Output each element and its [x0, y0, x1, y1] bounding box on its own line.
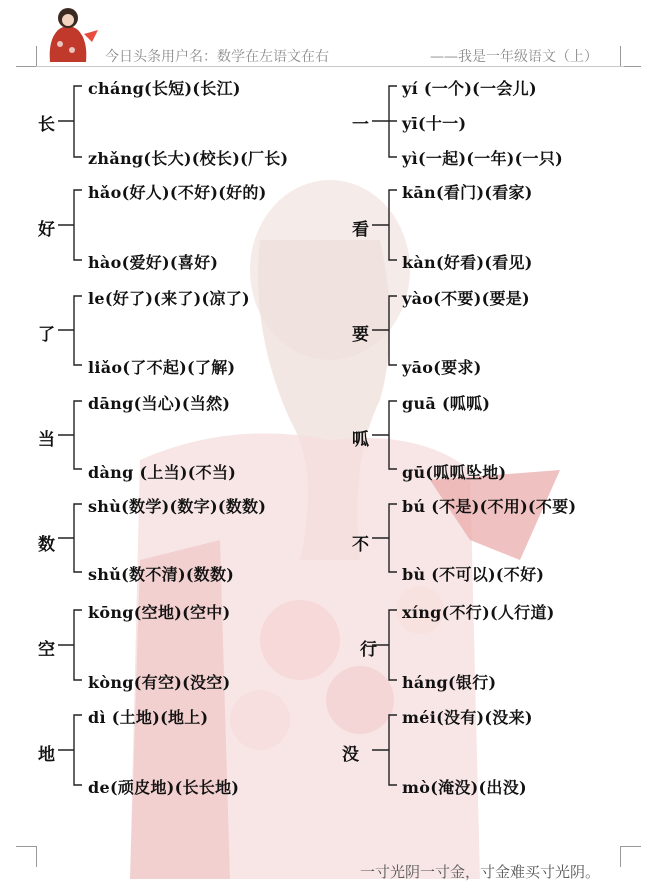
- right-line-xing-1: xíng(不行)(人行道): [402, 603, 555, 622]
- left-line-chang-1: cháng(长短)(长江): [88, 79, 241, 98]
- right-line-gua-1: guā (呱呱): [402, 394, 491, 413]
- right-char-yao: 要: [352, 325, 369, 345]
- right-char-yi: 一: [352, 115, 369, 135]
- right-char-gua: 呱: [352, 430, 369, 450]
- right-line-yao-2: yāo(要求): [402, 358, 482, 377]
- right-line-yi-2: yī(十一): [402, 114, 467, 133]
- bracket-dang: [58, 401, 82, 469]
- footer-motto: 一寸光阴一寸金，寸金难买寸光阴。: [360, 863, 601, 881]
- left-char-dang: 当: [38, 430, 55, 450]
- left-char-di: 地: [38, 745, 55, 765]
- bracket-kong: [58, 610, 82, 680]
- bracket-chang: [58, 86, 82, 157]
- left-line-kong-2: kòng(有空)(没空): [88, 673, 231, 692]
- header-subtitle: ——我是一年级语文（上）: [430, 49, 598, 65]
- right-char-mei: 没: [342, 745, 359, 765]
- right-line-mei-1: méi(没有)(没来): [402, 708, 533, 727]
- right-line-gua-2: gū(呱呱坠地): [402, 463, 507, 482]
- bracket-le: [58, 296, 82, 365]
- left-char-le: 了: [38, 325, 55, 345]
- right-line-kan-1: kān(看门)(看家): [402, 183, 533, 202]
- bracket-kan: [372, 190, 397, 260]
- left-line-dang-2: dàng (上当)(不当): [88, 463, 237, 482]
- right-char-kan: 看: [352, 220, 369, 240]
- left-line-di-1: dì (土地)(地上): [88, 708, 209, 727]
- left-char-chang: 长: [38, 115, 55, 135]
- right-line-bu-1: bú (不是)(不用)(不要): [402, 497, 577, 516]
- right-line-kan-2: kàn(好看)(看见): [402, 253, 533, 272]
- left-char-kong: 空: [38, 640, 55, 660]
- right-line-yi-1: yí (一个)(一会儿): [402, 79, 537, 98]
- right-char-bu: 不: [352, 535, 369, 555]
- bracket-bu: [372, 504, 397, 572]
- left-line-dang-1: dāng(当心)(当然): [88, 394, 231, 413]
- header-username: 今日头条用户名：数学在左语文在右: [105, 49, 329, 65]
- right-line-yi-3: yì(一起)(一年)(一只): [402, 149, 563, 168]
- left-line-di-2: de(顽皮地)(长长地): [88, 778, 240, 797]
- bracket-gua: [372, 401, 397, 469]
- left-char-shu: 数: [38, 535, 55, 555]
- left-line-le-2: liǎo(了不起)(了解): [88, 358, 236, 377]
- bracket-mei: [372, 715, 397, 785]
- bracket-di: [58, 715, 82, 785]
- right-line-bu-2: bù (不可以)(不好): [402, 565, 545, 584]
- bracket-yi: [372, 86, 397, 157]
- left-line-shu-1: shù(数学)(数字)(数数): [88, 497, 267, 516]
- left-line-shu-2: shǔ(数不清)(数数): [88, 565, 235, 584]
- right-line-yao-1: yào(不要)(要是): [402, 289, 530, 308]
- bracket-hao: [58, 190, 82, 260]
- left-line-kong-1: kōng(空地)(空中): [88, 603, 231, 622]
- left-line-chang-2: zhǎng(长大)(校长)(厂长): [88, 149, 289, 168]
- bracket-shu: [58, 504, 82, 572]
- left-line-hao-2: hào(爱好)(喜好): [88, 253, 219, 272]
- right-line-xing-2: háng(银行): [402, 673, 497, 692]
- left-line-hao-1: hǎo(好人)(不好)(好的): [88, 183, 267, 202]
- left-char-hao: 好: [38, 220, 55, 240]
- right-line-mei-2: mò(淹没)(出没): [402, 778, 527, 797]
- bracket-yao: [372, 296, 397, 365]
- right-char-xing: 行: [360, 640, 377, 660]
- left-line-le-1: le(好了)(来了)(凉了): [88, 289, 250, 308]
